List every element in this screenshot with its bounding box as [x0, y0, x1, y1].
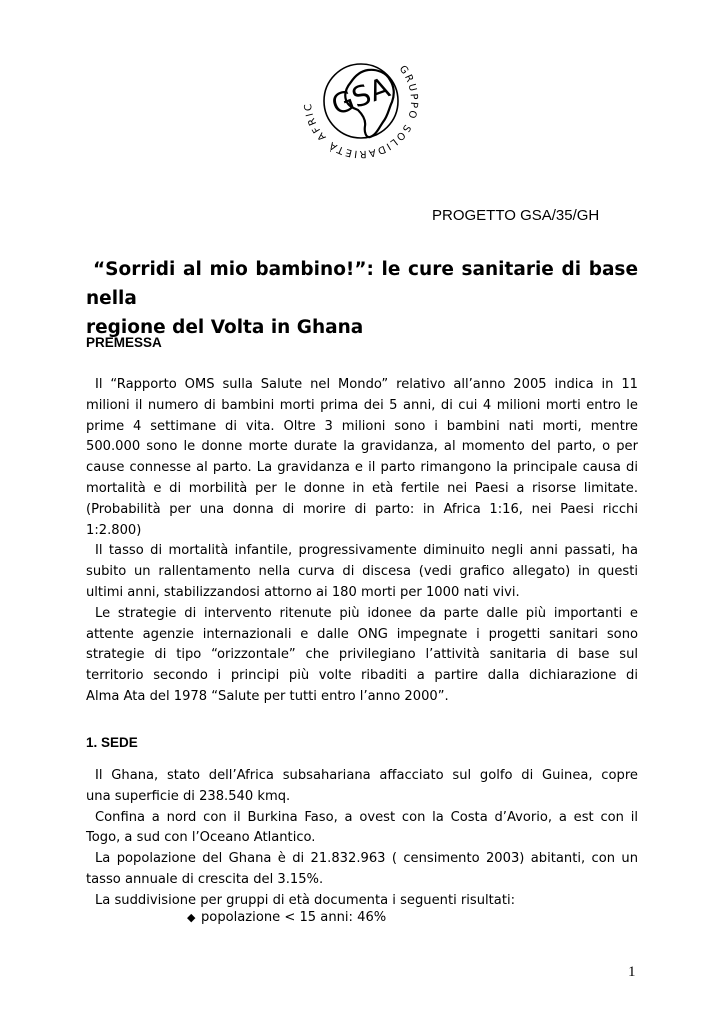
text-line: una superficie di 238.540 kmq.: [86, 788, 291, 804]
gsa-logo: [296, 36, 426, 166]
text-line: Confina a nord con il Burkina Faso, a ovest con la Costa d’Avorio, a est con il: [95, 809, 638, 825]
text-line: subito un rallentamento nella curva di discesa (vedi grafico allegato) in questi: [86, 564, 638, 580]
text-line: 1:2.800): [86, 522, 142, 538]
text-line: La suddivisione per gruppi di età documenta i seguenti risultati:: [95, 892, 515, 908]
title-line: regione del Volta in Ghana: [86, 317, 364, 338]
text-line: Il “Rapporto OMS sulla Salute nel Mondo” relativo all’anno 2005 indica in 11: [95, 377, 638, 392]
text-line: Le strategie di intervento ritenute più idonee da parte dalle più importanti e: [95, 605, 638, 621]
gsa-logo-graphic: [296, 36, 426, 166]
bullet-text: popolazione < 15 anni: 46%: [201, 910, 387, 925]
text-line: prime 4 settimane di vita. Oltre 3 milioni sono i bambini nati morti, mentre: [86, 418, 638, 434]
text-line: attente agenzie internazionali e dalle ONG impegnate i progetti sanitari sono: [86, 626, 638, 642]
text-line: (Probabilità per una donna di morire di parto: in Africa 1:16, nei Paesi ricchi: [86, 501, 638, 517]
text-line: Togo, a sud con l’Oceano Atlantico.: [86, 830, 316, 846]
text-line: milioni il numero di bambini morti prima dei 5 anni, di cui 4 milioni morti entro le: [86, 397, 638, 413]
text-line: territorio secondo i principi più volte ribaditi a partire dalla dichiarazione di: [86, 668, 638, 684]
document-title: [86, 255, 638, 342]
text-line: cause connesse al parto. La gravidanza e il parto rimangono la principale causa di: [86, 460, 638, 476]
text-line: Il Ghana, stato dell’Africa subsahariana affacciato sul golfo di Guinea, copre: [95, 768, 638, 783]
premessa-paragraph: [86, 375, 638, 708]
premessa-heading: PREMESSA: [86, 335, 162, 350]
sede-paragraph: [86, 766, 638, 912]
logo-ring-text: GRUPPO SOLIDARIETÀ AFRIC: [302, 63, 420, 160]
title-line: “Sorridi al mio bambino!”: le cure sanitarie di base nella: [86, 259, 638, 309]
text-line: ultimi anni, stabilizzandosi attorno ai 180 morti per 1000 nati vivi.: [86, 584, 520, 600]
text-line: tasso annuale di crescita del 3.15%.: [86, 871, 324, 887]
bullet-item: [187, 910, 386, 925]
text-line: Il tasso di mortalità infantile, progressivamente diminuito negli anni passati, ha: [95, 543, 638, 559]
text-line: 500.000 sono le donne morte durate la gravidanza, al momento del parto, o per: [86, 439, 638, 455]
project-code: PROGETTO GSA/35/GH: [432, 207, 600, 224]
text-line: La popolazione del Ghana è di 21.832.963 ( censimento 2003) abitanti, con un: [95, 851, 638, 867]
text-line: mortalità e di morbilità per le donne in età fertile nei Paesi a risorse limitate.: [86, 480, 638, 496]
text-line: Alma Ata del 1978 “Salute per tutti entro l’anno 2000”.: [86, 688, 449, 704]
logo-monogram: GSA: [327, 70, 394, 122]
text-line: strategie di tipo “orizzontale” che privilegiano l’attività sanitaria di base sul: [86, 647, 638, 663]
sede-heading: 1. SEDE: [86, 735, 138, 750]
diamond-bullet-icon: ◆: [187, 911, 196, 924]
page-number: 1: [628, 964, 636, 980]
